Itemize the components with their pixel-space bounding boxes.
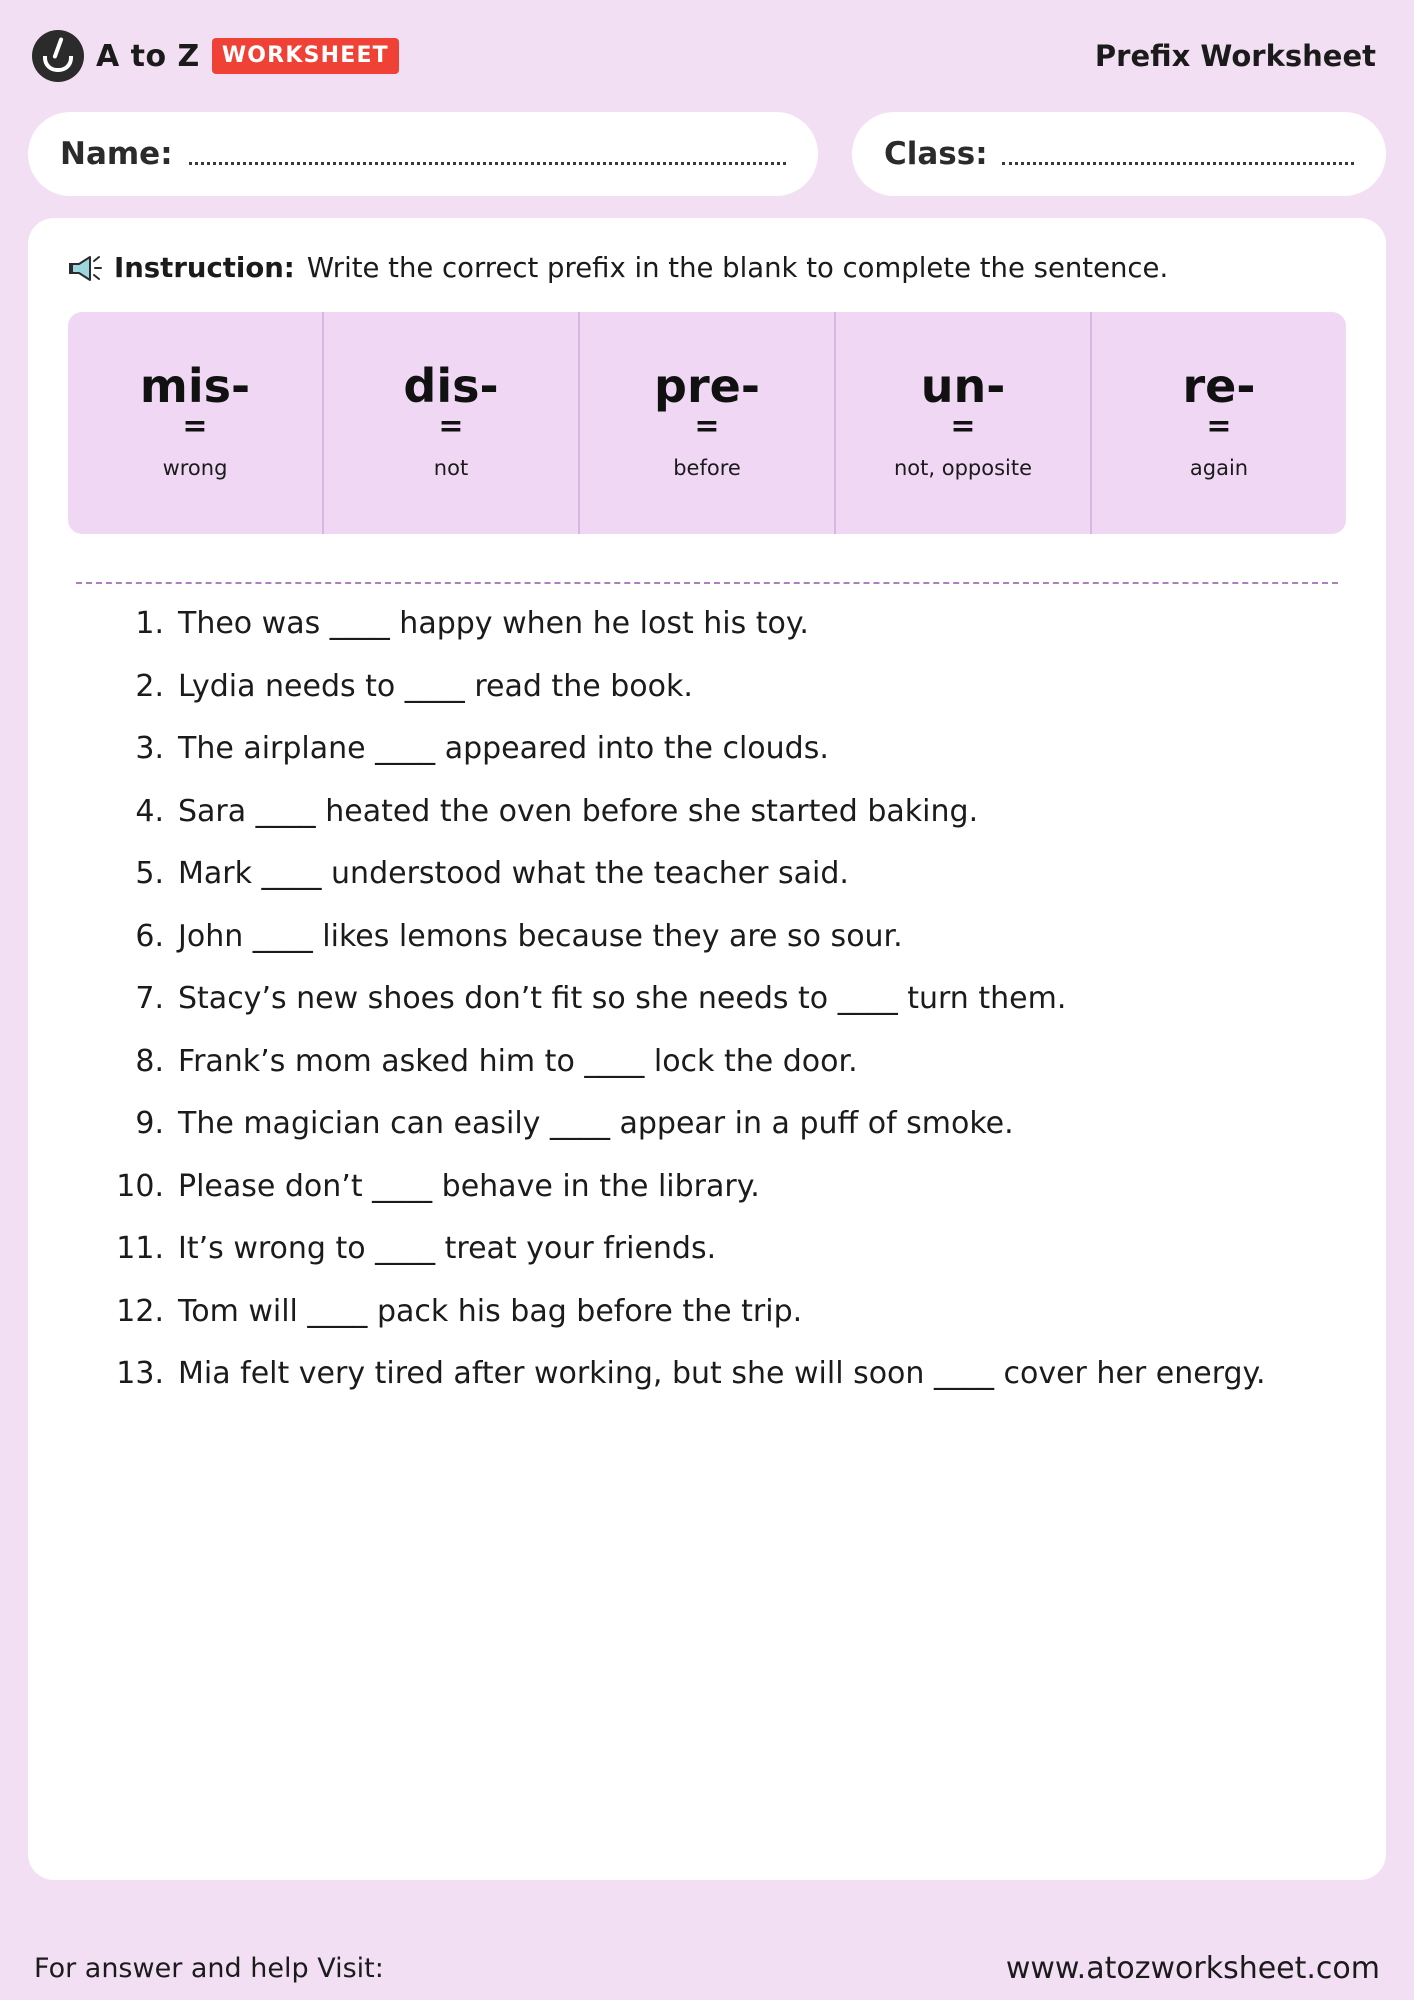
list-item[interactable] [116, 602, 1336, 646]
question-text: Mia felt very tired after working, but she will soon ____ cover her energy. [178, 1356, 1266, 1391]
instruction-text: Write the correct prefix in the blank to complete the sentence. [306, 252, 1169, 284]
instruction-label: Instruction: [114, 252, 295, 284]
name-label: Name: [60, 136, 173, 172]
question-text: John ____ likes lemons because they are so sour. [178, 918, 903, 954]
brand-tag: WORKSHEET [212, 38, 399, 74]
list-item[interactable] [116, 852, 1336, 896]
instruction-row [68, 252, 1346, 284]
class-field-box[interactable] [852, 112, 1386, 196]
name-field-box[interactable] [28, 112, 818, 196]
prefix-meaning: not, opposite [893, 456, 1033, 481]
list-item[interactable] [116, 790, 1336, 834]
list-item[interactable] [116, 1227, 1336, 1271]
question-number: 4. [135, 793, 164, 829]
page-title: Prefix Worksheet [1094, 39, 1376, 73]
circle-lightning-icon [32, 30, 84, 82]
prefix-name: re- [1182, 358, 1256, 413]
question-text: Tom will ____ pack his bag before the trip. [178, 1293, 803, 1329]
question-number: 5. [135, 856, 164, 891]
prefix-equals: = [438, 409, 464, 445]
class-input-line[interactable] [1002, 161, 1354, 165]
prefix-name: dis- [403, 358, 499, 413]
question-text: Sara ____ heated the oven before she started baking. [178, 793, 979, 829]
name-input-line[interactable] [189, 161, 786, 165]
list-item[interactable] [116, 915, 1336, 959]
question-text: Please don’t ____ behave in the library. [178, 1168, 760, 1204]
worksheet-card [28, 218, 1386, 1880]
prefix-cell [580, 312, 836, 534]
list-item[interactable] [116, 1165, 1336, 1209]
brand-name: A to Z [96, 38, 200, 74]
prefix-equals: = [1206, 409, 1232, 445]
question-number: 8. [135, 1043, 164, 1079]
megaphone-icon [68, 253, 102, 283]
question-number: 6. [135, 918, 164, 954]
prefix-cell [1092, 312, 1346, 534]
question-number: 2. [135, 668, 164, 704]
question-number: 13. [116, 1356, 164, 1391]
question-number: 12. [116, 1293, 164, 1329]
brand-logo [32, 30, 399, 82]
prefix-reference-table [68, 312, 1346, 534]
question-text: Theo was ____ happy when he lost his toy. [178, 606, 809, 641]
student-info-row [28, 112, 1386, 196]
class-label: Class: [884, 136, 988, 172]
list-item[interactable] [116, 977, 1336, 1021]
prefix-cell [324, 312, 580, 534]
prefix-cell [68, 312, 324, 534]
question-number: 1. [135, 606, 164, 641]
prefix-cell [836, 312, 1092, 534]
page-footer [28, 1951, 1386, 1986]
question-text: The airplane ____ appeared into the clouds. [178, 731, 829, 766]
prefix-meaning: wrong [162, 456, 228, 481]
question-text: Frank’s mom asked him to ____ lock the door. [178, 1043, 858, 1079]
question-text: Lydia needs to ____ read the book. [178, 668, 693, 704]
question-list [68, 602, 1346, 1396]
question-text: The magician can easily ____ appear in a puff of smoke. [178, 1106, 1014, 1141]
question-number: 3. [135, 731, 164, 766]
list-item[interactable] [116, 727, 1336, 771]
prefix-equals: = [950, 409, 976, 445]
list-item[interactable] [116, 1102, 1336, 1146]
list-item[interactable] [116, 1040, 1336, 1084]
list-item[interactable] [116, 665, 1336, 709]
prefix-meaning: again [1189, 456, 1249, 481]
footer-website[interactable]: www.atozworksheet.com [1005, 1951, 1380, 1986]
question-number: 10. [116, 1168, 164, 1204]
page-header [28, 0, 1386, 112]
prefix-meaning: not [433, 456, 469, 481]
section-divider [76, 582, 1338, 584]
question-text: It’s wrong to ____ treat your friends. [178, 1231, 717, 1266]
prefix-name: un- [920, 358, 1006, 413]
prefix-equals: = [694, 409, 720, 445]
prefix-name: pre- [654, 358, 760, 413]
list-item[interactable] [116, 1290, 1336, 1334]
list-item[interactable] [116, 1352, 1336, 1396]
question-text: Mark ____ understood what the teacher said. [178, 856, 849, 891]
prefix-meaning: before [673, 456, 741, 481]
prefix-equals: = [182, 409, 208, 445]
question-number: 7. [135, 981, 164, 1016]
footer-left-text: For answer and help Visit: [34, 1953, 384, 1984]
question-text: Stacy’s new shoes don’t fit so she needs to ____ turn them. [178, 981, 1067, 1016]
prefix-name: mis- [139, 358, 251, 413]
question-number: 11. [116, 1231, 164, 1266]
question-number: 9. [135, 1106, 164, 1141]
